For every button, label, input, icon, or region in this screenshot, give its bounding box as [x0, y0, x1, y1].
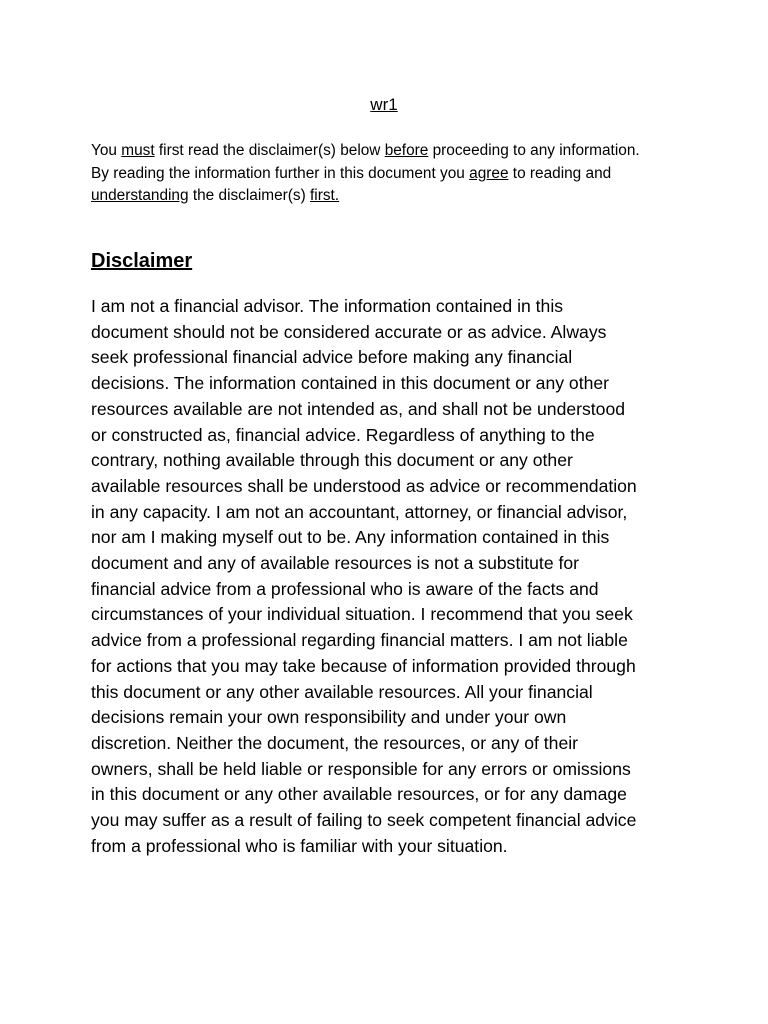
notice-emphasis-before: before	[384, 142, 429, 159]
disclaimer-line: resources available are not intended as, and shall not be understood	[91, 398, 626, 419]
disclaimer-line: circumstances of your individual situation. I recommend that you seek	[91, 604, 633, 625]
disclaimer-line: decisions remain your own responsibility and under your own	[91, 707, 567, 728]
disclaimer-line: discretion. Neither the document, the resources, or any of their	[91, 732, 579, 753]
notice-text: the disclaimer(s)	[188, 187, 311, 204]
disclaimer-body	[91, 294, 691, 859]
disclaimer-notice	[91, 140, 691, 208]
disclaimer-line: document should not be considered accurate or as advice. Always	[91, 321, 607, 342]
notice-emphasis-agree: agree	[469, 164, 509, 182]
notice-text: to reading and	[508, 164, 612, 182]
disclaimer-line: available resources shall be understood as advice or recommendation	[91, 475, 637, 496]
disclaimer-line: you may suffer as a result of failing to seek competent financial advice	[91, 810, 637, 831]
notice-line-1	[91, 140, 691, 163]
notice-emphasis-first: first.	[310, 187, 340, 204]
notice-line-2	[91, 163, 691, 186]
disclaimer-line: seek professional financial advice before making any financial	[91, 347, 573, 368]
disclaimer-line: in any capacity. I am not an accountant, attorney, or financial advisor,	[91, 501, 628, 522]
notice-line-3	[91, 185, 691, 208]
notice-emphasis-understanding: understanding	[91, 187, 189, 204]
notice-emphasis-must: must	[121, 142, 155, 159]
notice-text: You	[91, 142, 122, 159]
disclaimer-line: for actions that you may take because of information provided through	[91, 655, 636, 676]
notice-text: proceeding to any information.	[428, 142, 640, 159]
notice-text: first read the disclaimer(s) below	[154, 142, 385, 159]
disclaimer-line: contrary, nothing available through this document or any other	[91, 450, 573, 471]
disclaimer-line: owners, shall be held liable or responsible for any errors or omissions	[91, 758, 631, 779]
disclaimer-heading: Disclaimer	[91, 250, 193, 272]
disclaimer-line: financial advice from a professional who is aware of the facts and	[91, 578, 599, 599]
disclaimer-line: nor am I making myself out to be. Any information contained in this	[91, 527, 610, 548]
document-title: wr1	[370, 95, 398, 114]
disclaimer-line: advice from a professional regarding financial matters. I am not liable	[91, 630, 628, 651]
disclaimer-line: or constructed as, financial advice. Regardless of anything to the	[91, 424, 595, 445]
notice-text: By reading the information further in this document you	[91, 164, 470, 182]
disclaimer-line: I am not a financial advisor. The information contained in this	[91, 296, 564, 316]
disclaimer-line: from a professional who is familiar with your situation.	[91, 835, 508, 856]
disclaimer-line: decisions. The information contained in this document or any other	[91, 373, 610, 394]
disclaimer-line: this document or any other available resources. All your financial	[91, 681, 593, 702]
disclaimer-line: in this document or any other available resources, or for any damage	[91, 784, 627, 805]
disclaimer-line: document and any of available resources is not a substitute for	[91, 553, 580, 574]
